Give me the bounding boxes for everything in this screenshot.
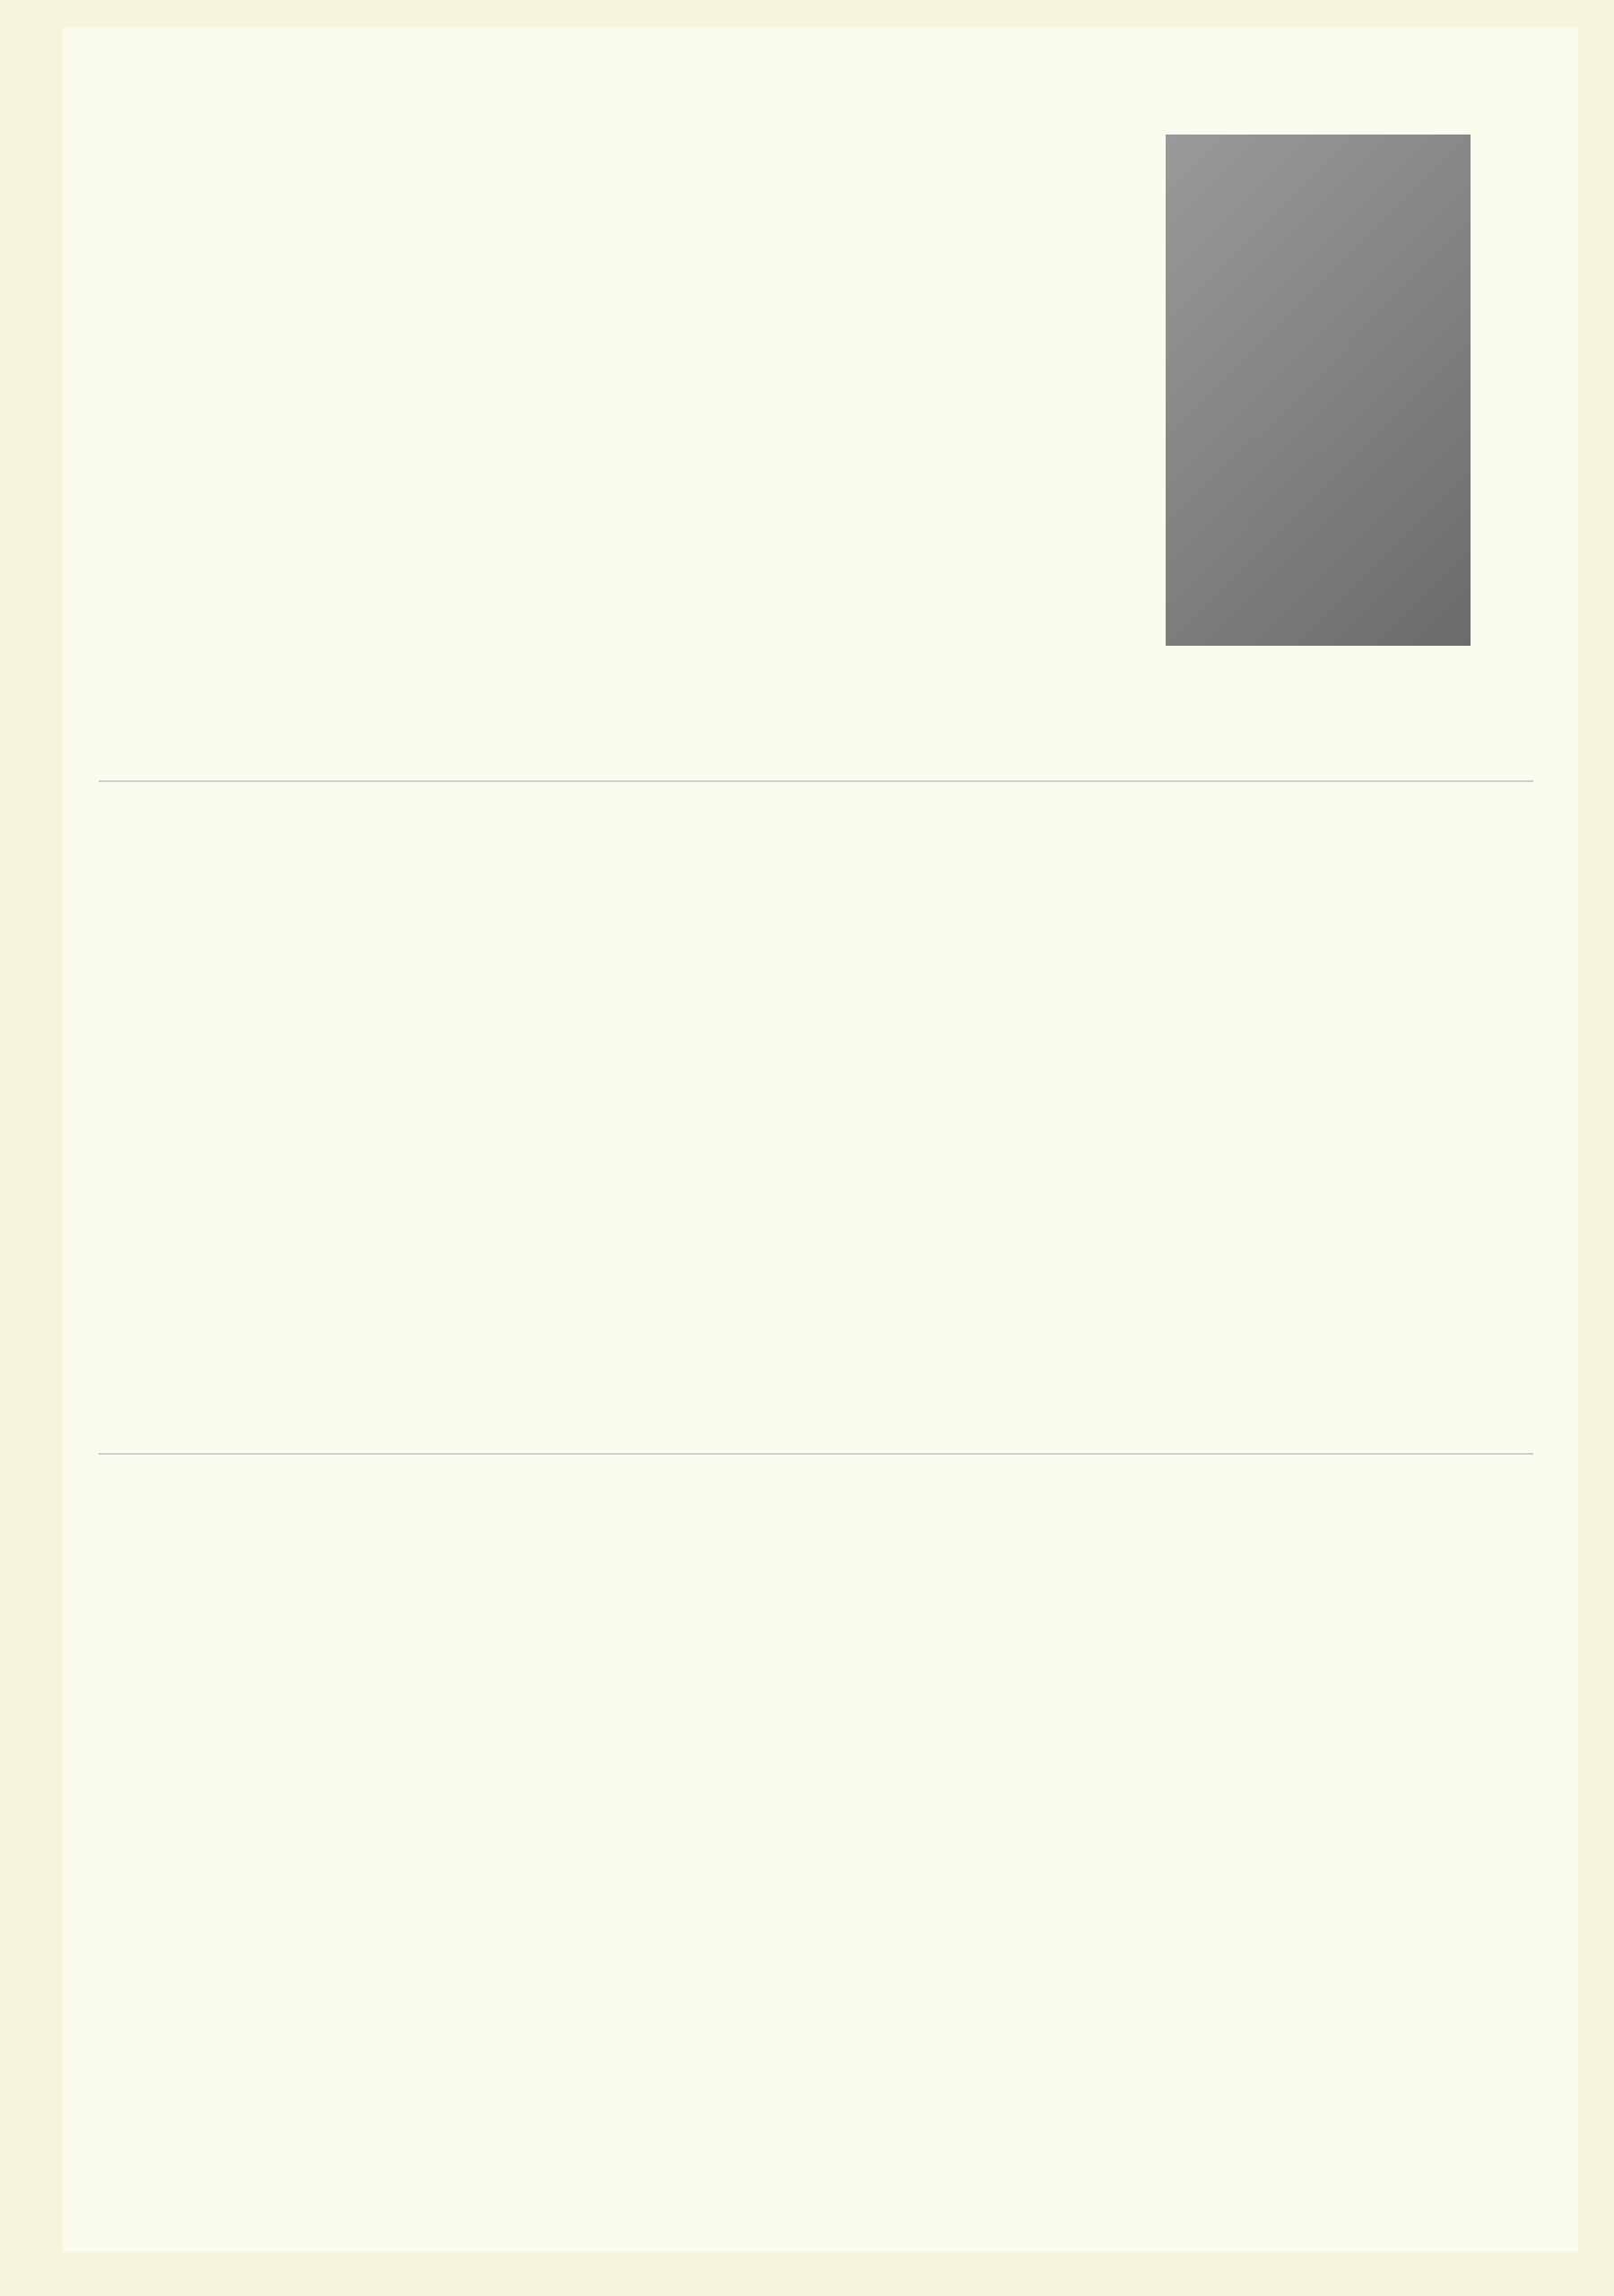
section-divider-2 [99, 1453, 1533, 1455]
section-divider-1 [99, 780, 1533, 782]
title-graphic [1166, 135, 1471, 646]
